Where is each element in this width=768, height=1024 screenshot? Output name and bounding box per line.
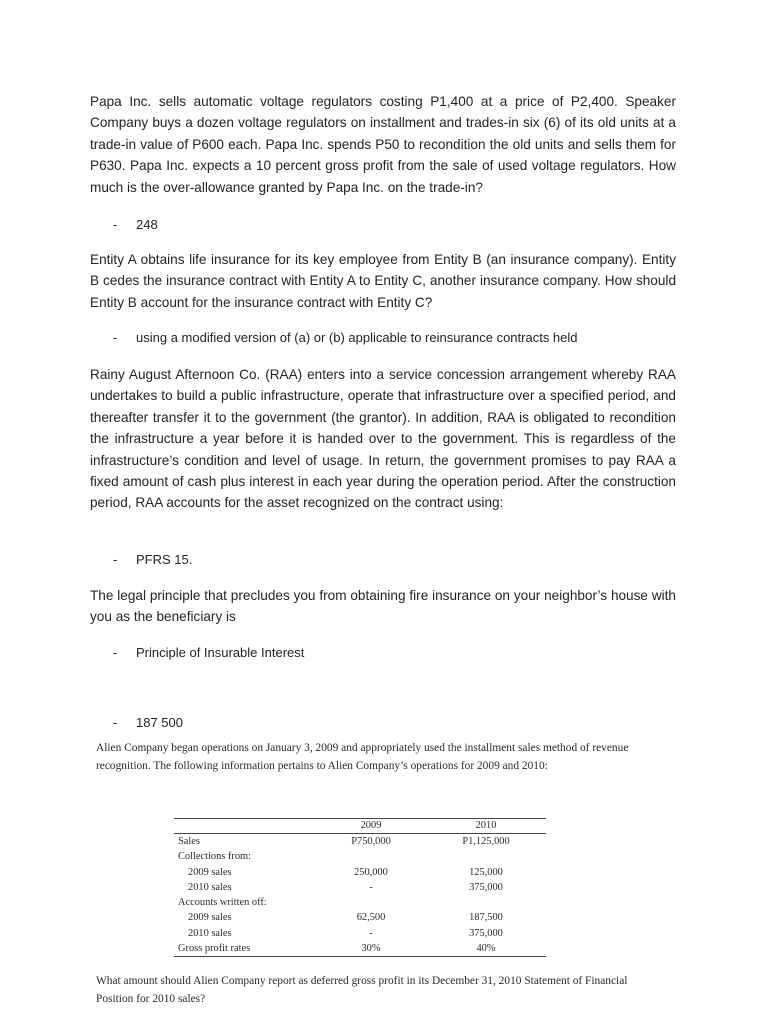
row-2010-value: 40% (426, 941, 546, 957)
row-label: 2010 sales (188, 927, 232, 939)
answer-5-text: 187 500 (136, 715, 183, 730)
answer-4 (113, 644, 304, 662)
row-2009-value: 250,000 (354, 866, 388, 878)
table-header-2009: 2009 (316, 819, 426, 834)
row-2009-value (316, 895, 426, 910)
row-2010-value (426, 849, 546, 864)
alien-question-text: What amount should Alien Company report as deferred gross profit in its December 31, 2010 Statement of Financial Position for 2010 sales? (96, 975, 628, 1005)
table-row (174, 880, 546, 895)
answer-4-text: Principle of Insurable Interest (136, 645, 305, 660)
table-row (174, 926, 546, 941)
table-row (174, 941, 546, 957)
bullet-dash: - (113, 552, 118, 567)
table-header-label (174, 819, 316, 834)
question-2-text: Entity A obtains life insurance for its key employee from Entity B (an insurance company). Entity B cedes the insurance contract with Entity A to Entity C, another insurance company. How should Entity B account for the insurance contract with Entity C? (90, 252, 676, 310)
row-2010-value: 125,000 (469, 866, 503, 878)
answer-1-text: 248 (136, 217, 158, 232)
table-row (174, 910, 546, 925)
row-2009-value: 62,500 (356, 912, 386, 924)
row-2010-value (426, 895, 546, 910)
answer-5 (113, 714, 183, 732)
question-3-text: Rainy August Afternoon Co. (RAA) enters into a service concession arrangement whereby RAA undertakes to build a public infrastructure, operate that infrastructure over a specified period, and thereafter transfer it to the government (the grantor). In addition, RAA is obligated to recondition the infrastructure a year before it is handed over to the government. This is regardless of the infrastructure’s condition and level of usage. In return, the government promises to pay RAA a fixed amount of cash plus interest in each year during the operation period. After the construction period, RAA accounts for the asset recognized on the contract using: (90, 367, 676, 511)
table-row (174, 849, 546, 864)
table-row (174, 865, 546, 880)
row-label: 2010 sales (188, 881, 232, 893)
row-label: Accounts written off: (178, 897, 267, 909)
answer-3-text: PFRS 15. (136, 552, 193, 567)
row-2009-value: - (369, 881, 373, 893)
answer-2 (113, 329, 578, 347)
answer-1 (113, 216, 158, 234)
row-2009-value: 30% (316, 941, 426, 957)
row-label: 2009 sales (188, 866, 232, 878)
bullet-dash: - (113, 217, 118, 232)
bullet-dash: - (113, 715, 118, 730)
answer-2-text: using a modified version of (a) or (b) applicable to reinsurance contracts held (136, 330, 578, 345)
row-label: Sales (178, 836, 200, 847)
row-2009-value: - (369, 927, 373, 939)
bullet-dash: - (113, 330, 118, 345)
question-4-text: The legal principle that precludes you from obtaining fire insurance on your neighbor’s house with you as the beneficiary is (90, 588, 676, 625)
row-2009-value: P750,000 (351, 836, 391, 847)
row-label: Gross profit rates (174, 941, 316, 957)
bullet-dash: - (113, 645, 118, 660)
answer-3 (113, 551, 192, 569)
alien-company-table (174, 818, 546, 957)
row-label: Collections from: (178, 851, 252, 863)
row-label: 2009 sales (188, 912, 232, 924)
table-header-2010: 2010 (426, 819, 546, 834)
alien-intro-text: Alien Company began operations on January 3, 2009 and appropriately used the installment sales method of revenue recognition. The following information pertains to Alien Company’s operations for 2009 and 2010: (96, 742, 629, 772)
row-2009-value (316, 849, 426, 864)
table-row (174, 895, 546, 910)
row-2010-value: P1,125,000 (462, 836, 510, 847)
row-2010-value: 375,000 (469, 881, 503, 893)
row-2010-value: 187,500 (469, 912, 503, 924)
row-2010-value: 375,000 (469, 927, 503, 939)
table-row (174, 834, 546, 850)
question-1-text: Papa Inc. sells automatic voltage regulators costing P1,400 at a price of P2,400. Speaker Company buys a dozen voltage regulators on installment and trades-in six (6) of its old units at a trade-in value of P600 each. Papa Inc. spends P50 to recondition the old units and sells them for P630. Papa Inc. expects a 10 percent gross profit from the sale of used voltage regulators. How much is the over-allowance granted by Papa Inc. on the trade-in? (90, 94, 676, 195)
table-header-row (174, 819, 546, 834)
